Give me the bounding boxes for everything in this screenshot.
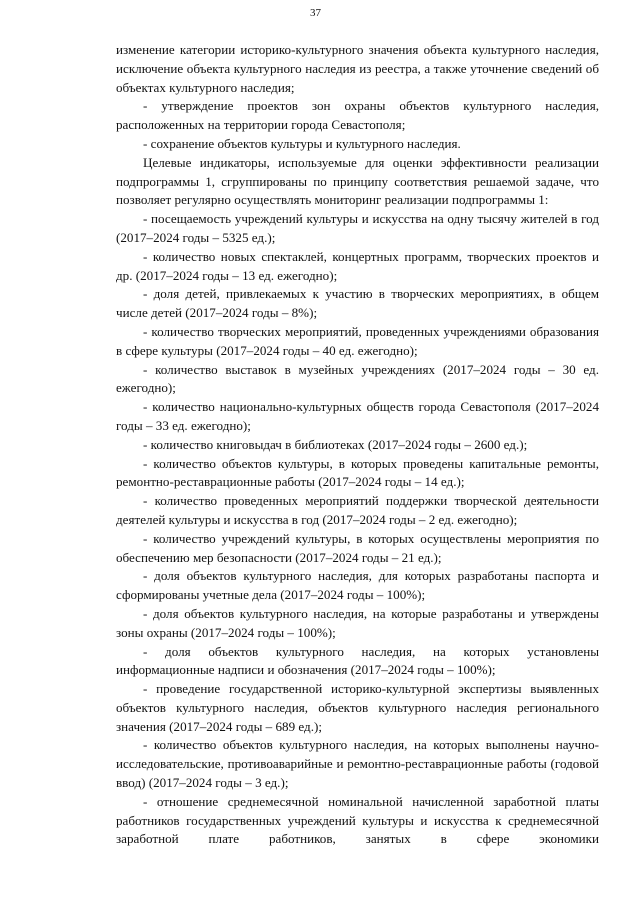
list-item-attendance: - посещаемость учреждений культуры и искусства на одну тысячу жителей в год (2017–2024 годы – 5325 ед.); <box>116 211 599 245</box>
list-item-book-loans: - количество книговыдач в библиотеках (2017–2024 годы – 2600 ед.); <box>143 436 528 452</box>
list-item-repairs: - количество объектов культуры, в которых проведены капитальные ремонты, ремонтно-реставрационные работы (2017–2024 годы – 14 ед.); <box>116 455 599 490</box>
list-item-exhibitions: - количество выставок в музейных учреждениях (2017–2024 годы – 30 ед. ежегодно); <box>116 361 599 396</box>
list-item-cultural-societies: - количество национально-культурных обществ города Севастополя (2017–2024 годы – 33 ед. ежегодно); <box>116 399 599 433</box>
page-number: 37 <box>310 7 321 19</box>
list-item-salary-ratio: - отношение среднемесячной номинальной начисленной заработной платы работников государственных учреждений культуры и искусства к среднемесячной заработной плате работников, занятых в сфере экономики <box>116 793 599 847</box>
list-item-children-share: - доля детей, привлекаемых к участию в творческих мероприятиях, в общем числе детей (2017–2024 годы – 8%); <box>116 286 599 321</box>
list-item-new-performances: - количество новых спектаклей, концертных программ, творческих проектов и др. (2017–2024 годы – 13 ед. ежегодно); <box>116 248 599 283</box>
list-item-expertise: - проведение государственной историко-культурной экспертизы выявленных объектов культурного наследия, объектов культурного наследия регионального значения (2017–2024 годы – 689 ед.); <box>116 681 599 734</box>
list-item-passports: - доля объектов культурного наследия, для которых разработаны паспорта и сформированы учетные дела (2017–2024 годы – 100%); <box>116 568 599 603</box>
list-item-info-signs: - доля объектов культурного наследия, на которых установлены информационные надписи и обозначения (2017–2024 годы – 100%); <box>116 643 599 678</box>
paragraph-target-indicators: Целевые индикаторы, используемые для оценки эффективности реализации подпрограммы 1, сгруппированы по принципу соответствия решаемой задаче, что позволяет регулярно осуществлять мониторинг реализации подпрограммы 1: <box>116 154 599 208</box>
list-item-creative-events: - количество творческих мероприятий, проведенных учреждениями образования в сфере культуры (2017–2024 годы – 40 ед. ежегодно); <box>116 323 599 358</box>
list-item-protection-zones: - доля объектов культурного наследия, на которые разработаны и утверждены зоны охраны (2017–2024 годы – 100%); <box>116 605 599 640</box>
list-item-restoration-works: - количество объектов культурного наследия, на которых выполнены научно-исследовательские, противоаварийные и ремонтно-реставрационные работы (годовой ввод) (2017–2024 годы – 3 ед.); <box>116 737 599 791</box>
list-item-preservation: - сохранение объектов культуры и культурного наследия. <box>143 135 461 151</box>
list-item-zones-approval: - утверждение проектов зон охраны объектов культурного наследия, расположенных на территории города Севастополя; <box>116 98 599 133</box>
paragraph-continuation: изменение категории историко-культурного значения объекта культурного наследия, исключение объекта культурного наследия из реестра, а также уточнение сведений об объектах культурного наследия; <box>116 42 599 95</box>
list-item-support-events: - количество проведенных мероприятий поддержки творческой деятельности деятелей культуры и искусства в год (2017–2024 годы – 2 ед. ежегодно); <box>116 493 599 527</box>
document-body <box>116 41 599 849</box>
list-item-security-measures: - количество учреждений культуры, в которых осуществлены мероприятия по обеспечению мер безопасности (2017–2024 годы – 21 ед.); <box>116 530 599 565</box>
